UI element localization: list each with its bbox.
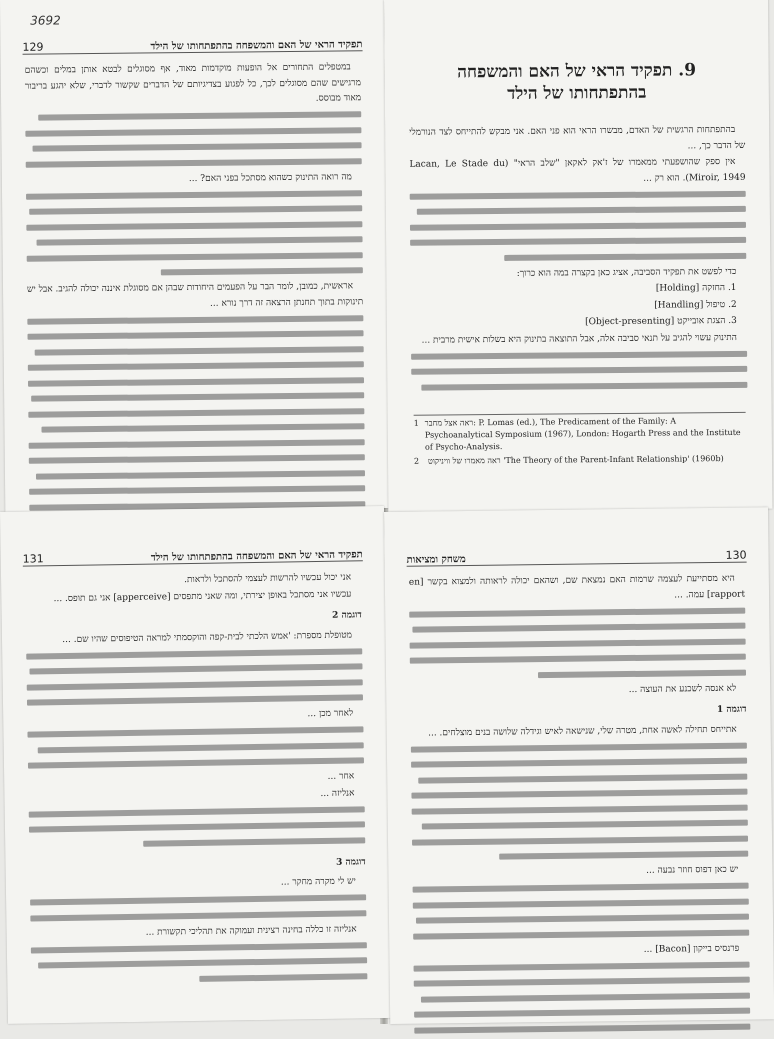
- paragraph: היא מסתייעת לעצמה שרמות האם נמצאת שם, ושהאם יכולה לראותה ולמצוא בקשר [en rapport] עמה. ...: [408, 573, 746, 600]
- text-lines: [413, 958, 750, 1039]
- text-lines: [410, 187, 747, 267]
- paragraph: במטפלים התחורים אל הופעות מוקדמות מאוד, אף מסוגלים לבטא אותן במלים וכשהם מרגישים שהם מסוגלים לכך, כל לפגוע בצדיגיותם של הדברים שקשור לדברי, שלא יהגע בריבור מאוד מבוסס.: [24, 62, 362, 104]
- paragraph: מטופלת מספרת: 'אמש הלכתי לבית-קפה והוקסמתי למראה הטיפוסים שהיו שם. ...: [62, 629, 353, 645]
- paragraph: עכשיו אני מסתכל באופן יצירתי, ומה שאני מתפסים [apperceive] אני גם תופס. ...: [53, 588, 352, 604]
- footnote-number: 2: [413, 456, 420, 466]
- body-text: [25, 570, 368, 1007]
- body-text: [409, 123, 747, 402]
- text-lines: [25, 108, 362, 174]
- paragraph: מה רואה התינוק כשהוא מסתכל בפני האם? ...: [188, 171, 352, 184]
- list-item: 2. טיפול [Handling]: [654, 299, 737, 311]
- handwritten-number: 3692: [30, 13, 61, 28]
- chapter-title-line-1: 9. תפקיד הראי של האם והמשפחה: [457, 60, 697, 83]
- chapter-title-line-2: בהתפתחותו של הילד: [507, 82, 647, 104]
- list-item: 1. החזקה [Holding]: [655, 282, 737, 294]
- running-head: תפקיד הראי של האם והמשפחה בהתפתחותו של הילד: [150, 549, 363, 564]
- text-lines: [26, 644, 363, 711]
- running-head: תפקיד הראי של האם והמשפחה בהתפתחותו של הילד: [150, 39, 363, 53]
- running-head: משחק ומציאות: [406, 554, 466, 566]
- page-129: [0, 0, 389, 512]
- text-lines: [29, 802, 366, 854]
- paragraph: בהתפתחות הרגשית של האדם, מבשרו הראי הוא פני האם. אני מבקש להתייחס לצד הנורמלי של הדבר כך, ...: [409, 124, 746, 151]
- text-lines: [27, 311, 365, 532]
- paragraph: יש לי מקרה מחקר ...: [280, 876, 356, 888]
- paragraph: התינוק עשוי להגיב על תנאי סביבה אלה, אבל התוצאה בתינוק היא בשלות אישית מרבית ...: [421, 332, 738, 346]
- paragraph: אני יכול עכשיו להרשות לעצמי להסתכל ולראות.: [184, 572, 352, 586]
- text-lines: [411, 347, 747, 396]
- footnote-text: ראה מאמרו של וויניקוט 'The Theory of the Parent-Infant Relationship' (1960b): [427, 454, 724, 466]
- footnote-text: ראה אצל מחבר: P. Lomas (ed.), The Predicament of the Family: A Psychoanalytical Symposium (1967), London: Hogarth Press and the Institute of Psycho-Analysis.: [424, 416, 741, 452]
- paragraph: לא אנסה לשכנע את העוצה ...: [628, 683, 737, 695]
- paragraph: כדי לפשט את תפקיד הסביבה, אציג כאן בקצרה במה הוא כרוך:: [516, 266, 737, 279]
- footnote-number: 1: [413, 418, 419, 428]
- paragraph: אנליזה ...: [320, 787, 355, 799]
- paragraph: אנליזה זו כללה בחינה רצינית ועמוקה את תהליכי תקשורת ...: [145, 923, 357, 938]
- text-lines: [31, 938, 368, 990]
- paragraph: אין ספק שהושפעתי ממאמרו של ז'אק לאקאן "שלב הראי" (Lacan, Le Stade du Miroir, 1949). הוא רק ...: [409, 156, 746, 184]
- page-130: [384, 507, 774, 1024]
- page-chapter-9: [384, 0, 772, 512]
- page-number: 131: [22, 552, 44, 566]
- body-text: [25, 60, 366, 495]
- text-lines: [409, 604, 746, 686]
- paragraph: לאחר מכן ...: [307, 708, 354, 720]
- page-number: 129: [22, 40, 44, 54]
- paragraph: יש כאן דפוס חוזר נבעה ...: [646, 864, 739, 876]
- page-header: [23, 542, 363, 566]
- page-number: 130: [725, 548, 747, 562]
- text-lines: [27, 723, 364, 775]
- text-lines: [411, 739, 748, 867]
- footnote: [414, 451, 746, 468]
- page-header: [406, 544, 746, 567]
- body-text: [409, 572, 750, 1008]
- footnotes: [414, 412, 747, 496]
- example-label: דוגמה 3: [335, 856, 366, 868]
- example-label: דוגמה 1: [716, 704, 747, 715]
- paragraph: פרנסיס בייקון [Bacon] ...: [643, 943, 740, 955]
- list-item: 3. הצגת אובייקט [Object-presenting]: [585, 315, 737, 328]
- text-lines: [26, 186, 363, 283]
- example-label: דוגמה 2: [332, 610, 362, 621]
- paragraph: אתייחס תחילה לאשה אחת, מטרה שלי, שנישאה לאיש וגידלה שלושה בנים מוצלחים. ...: [428, 724, 737, 738]
- paragraph: אחר ...: [327, 771, 355, 782]
- chapter-title: [415, 59, 739, 106]
- text-lines: [30, 891, 366, 927]
- paragraph: אראשית, כמובן, לומר הבר על הפעמים היחודות שבהן אם מסוגלת איננה יכולה להגיב. אבל יש תינוקות בתוך תחנתן הרצאה זה דרך נורא ...: [26, 281, 364, 309]
- text-lines: [413, 879, 750, 945]
- footnote: [414, 413, 746, 454]
- page-131: [0, 506, 392, 1024]
- page-header: [22, 32, 362, 55]
